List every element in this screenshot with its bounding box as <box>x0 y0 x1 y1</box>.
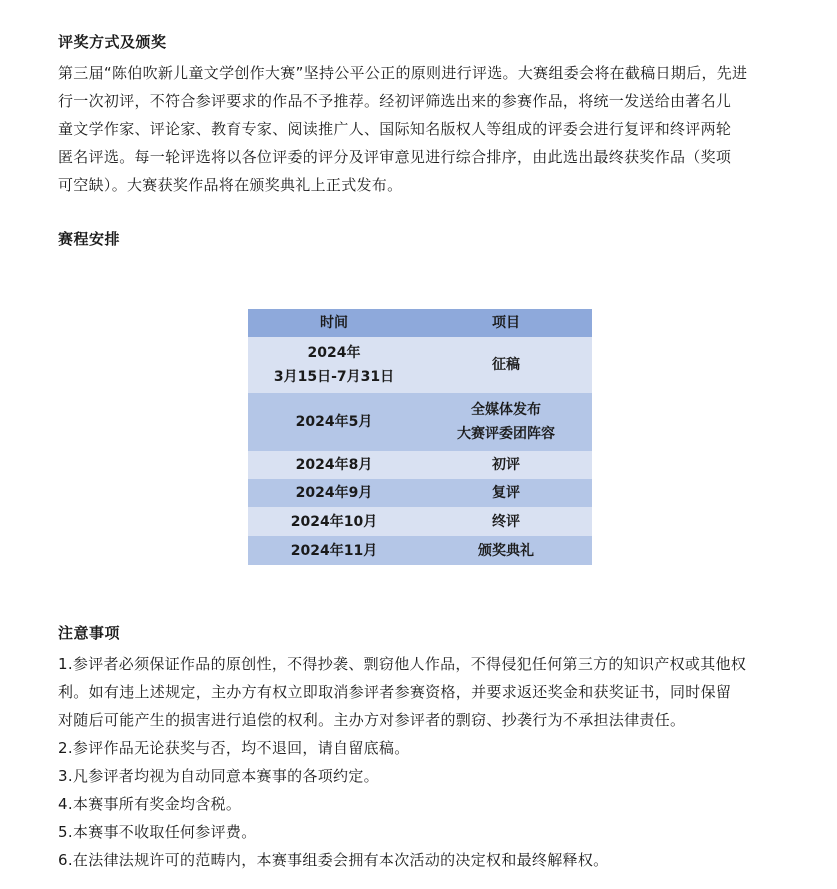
paragraph-line: 行一次初评，不符合参评要求的作品不予推荐。经初评筛选出来的参赛作品，将统一发送给由著名儿 <box>58 92 732 110</box>
time-cell: 2024年10月 <box>290 513 378 530</box>
notice-line: 1.参评者必须保证作品的原创性，不得抄袭、剽窃他人作品，不得侵犯任何第三方的知识产权或其他权 <box>58 655 747 673</box>
time-cell: 2024年9月 <box>295 485 373 501</box>
schedule-section-title: 赛程安排 <box>58 230 121 248</box>
table-row <box>248 393 592 451</box>
notice-line: 利。如有违上述规定，主办方有权立即取消参评者参赛资格，并要求返还奖金和获奖证书，同时保留 <box>58 683 732 701</box>
paragraph-line: 可空缺）。大赛获奖作品将在颁奖典礼上正式发布。 <box>58 176 403 194</box>
item-cell: 征稿 <box>492 357 520 373</box>
notice-line: 4.本赛事所有奖金均含税。 <box>58 795 242 813</box>
notice-section-title: 注意事项 <box>58 624 121 642</box>
notice-line: 对随后可能产生的损害进行追偿的权利。主办方对参评者的剽窃、抄袭行为不承担法律责任。 <box>58 711 686 729</box>
schedule-table <box>248 309 592 565</box>
item-cell: 全媒体发布 大赛评委团阵容 <box>457 402 555 442</box>
table-row <box>248 479 592 507</box>
table-row <box>248 337 592 393</box>
notice-line: 3.凡参评者均视为自动同意本赛事的各项约定。 <box>58 767 379 785</box>
item-cell: 复评 <box>492 485 520 501</box>
paragraph-line: 匿名评选。每一轮评选将以各位评委的评分及评审意见进行综合排序，由此选出最终获奖作品（奖项 <box>58 148 732 166</box>
notice-line: 2.参评作品无论获奖与否，均不退回，请自留底稿。 <box>58 739 410 757</box>
table-row <box>248 451 592 479</box>
time-cell: 2024年5月 <box>295 414 373 430</box>
time-cell: 2024年11月 <box>290 542 378 559</box>
item-cell: 颁奖典礼 <box>478 542 534 559</box>
paragraph-line: 童文学作家、评论家、教育专家、阅读推广人、国际知名版权人等组成的评委会进行复评和终评两轮 <box>58 120 732 138</box>
header-cell-time: 时间 <box>320 315 348 331</box>
header-cell-item: 项目 <box>492 315 520 331</box>
item-cell: 终评 <box>492 513 520 530</box>
award-paragraph <box>58 59 788 199</box>
notice-line: 5.本赛事不收取任何参评费。 <box>58 823 257 841</box>
award-section-title: 评奖方式及颁奖 <box>58 33 167 51</box>
table-row <box>248 507 592 536</box>
notice-line: 6.在法律法规许可的范畴内，本赛事组委会拥有本次活动的决定权和最终解释权。 <box>58 851 609 869</box>
paragraph-line: 第三届“陈伯吹新儿童文学创作大赛”坚持公平公正的原则进行评选。大赛组委会将在截稿日期后，先进 <box>58 64 748 82</box>
time-cell: 2024年8月 <box>295 457 373 473</box>
table-row <box>248 536 592 565</box>
time-cell: 2024年 3月15日-7月31日 <box>273 345 395 385</box>
item-cell: 初评 <box>492 457 520 473</box>
notice-list <box>58 650 788 874</box>
table-header-row <box>248 309 592 337</box>
